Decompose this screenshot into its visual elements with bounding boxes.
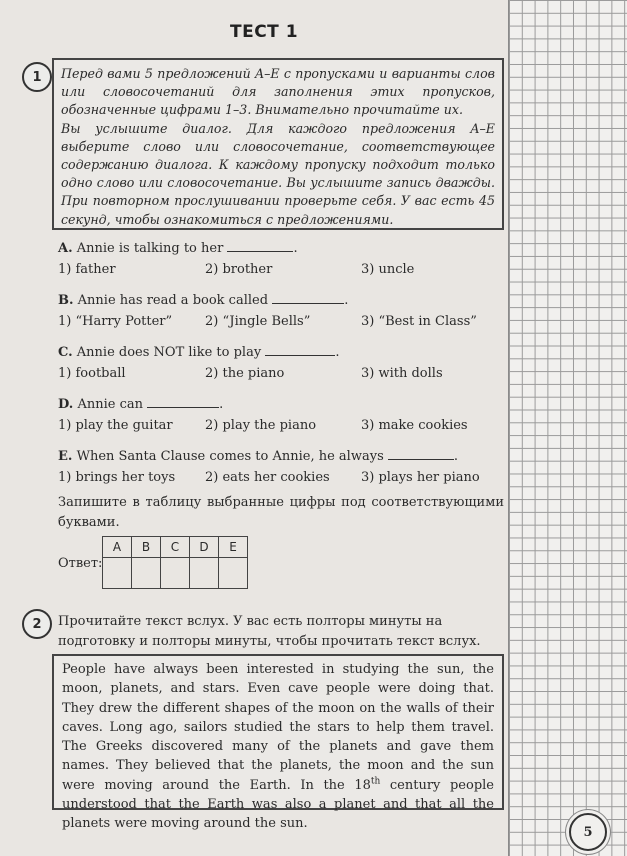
answer-cell-b[interactable] bbox=[132, 558, 161, 589]
page-number: 5 bbox=[569, 813, 607, 851]
reading-text-part2: century people understood that the Earth was also a planet and that all the planets were moving around the sun. bbox=[62, 777, 494, 832]
task1-number: 1 bbox=[22, 62, 52, 92]
question-letter: D. bbox=[58, 397, 74, 412]
question-b bbox=[58, 291, 348, 308]
option-c1: 1) football bbox=[58, 366, 126, 381]
option-a3: 3) uncle bbox=[361, 262, 415, 277]
task2-instruction: Прочитайте текст вслух. У вас есть полторы минуты на подготовку и полторы минуты, чтобы прочитать текст вслух. bbox=[58, 614, 481, 649]
option-b2: 2) “Jingle Bells” bbox=[205, 314, 311, 329]
option-a2: 2) brother bbox=[205, 262, 273, 277]
reading-text-box bbox=[52, 654, 504, 832]
question-letter: B. bbox=[58, 293, 74, 308]
option-b3: 3) “Best in Class” bbox=[361, 314, 477, 329]
page-title: ТЕСТ 1 bbox=[230, 22, 299, 42]
answer-table bbox=[102, 536, 248, 589]
option-e2: 2) eats her cookies bbox=[205, 470, 330, 485]
question-text: Annie has read a book called bbox=[77, 293, 269, 308]
task1-instruction-p1: Перед вами 5 предложений A–E с пропусками и варианты слов или словосочетаний для заполнения этих пропусков, обозначенные цифрами 1–3. Внимательно прочитайте их. bbox=[61, 66, 495, 118]
answer-cell-d[interactable] bbox=[190, 558, 219, 589]
option-a1: 1) father bbox=[58, 262, 116, 277]
question-text: Annie does NOT like to play bbox=[76, 345, 262, 360]
answer-blank[interactable] bbox=[147, 395, 219, 408]
question-text: When Santa Clause comes to Annie, he always bbox=[76, 449, 384, 464]
question-end: . bbox=[344, 293, 349, 308]
answer-header-d: D bbox=[190, 537, 219, 558]
answer-header-c: C bbox=[161, 537, 190, 558]
question-text: Annie is talking to her bbox=[76, 241, 224, 256]
answer-cell-c[interactable] bbox=[161, 558, 190, 589]
answer-blank[interactable] bbox=[388, 447, 454, 460]
question-end: . bbox=[293, 241, 298, 256]
answer-blank[interactable] bbox=[272, 291, 344, 304]
answer-header-b: B bbox=[132, 537, 161, 558]
answer-cell-a[interactable] bbox=[103, 558, 132, 589]
answer-header-a: A bbox=[103, 537, 132, 558]
question-end: . bbox=[335, 345, 340, 360]
question-c bbox=[58, 343, 339, 360]
option-e3: 3) plays her piano bbox=[361, 470, 480, 485]
answer-label: Ответ: bbox=[58, 556, 103, 571]
answer-header-e: E bbox=[219, 537, 248, 558]
question-letter: A. bbox=[58, 241, 73, 256]
reading-text-part1: People have always been interested in studying the sun, the moon, planets, and stars. Even cave people were doing that. They drew the different shapes of the moon on the walls of their caves. Long ago, sailors studied the stars to help them travel. The Greeks discovered many of the planets and gave them names. They believed that the planets, the moon and the sun were moving around the Earth. In the 18 bbox=[62, 662, 494, 793]
task1-instruction-box bbox=[52, 58, 504, 230]
question-letter: E. bbox=[58, 449, 73, 464]
table-instruction: Запишите в таблицу выбранные цифры под соответствующими буквами. bbox=[58, 495, 504, 530]
question-end: . bbox=[453, 449, 459, 464]
question-end: . bbox=[219, 397, 224, 412]
question-letter: C. bbox=[58, 345, 73, 360]
margin-grid bbox=[508, 0, 627, 856]
question-e bbox=[58, 447, 458, 464]
task1-instruction-p2: Вы услышите диалог. Для каждого предложения A–E выберите слово или словосочетание, соответствующее содержанию диалога. К каждому пропуску подходит только одно слово или словосочетание. Вы услышите запись дважды. При повторном прослушивании проверьте себя. У вас есть 45 секунд, чтобы ознакомиться с предложениями. bbox=[61, 120, 495, 227]
answer-blank[interactable] bbox=[227, 239, 293, 252]
question-d bbox=[58, 395, 223, 412]
option-c2: 2) the piano bbox=[205, 366, 285, 381]
option-c3: 3) with dolls bbox=[361, 366, 443, 381]
option-d2: 2) play the piano bbox=[205, 418, 317, 433]
option-e1: 1) brings her toys bbox=[58, 470, 176, 485]
answer-blank[interactable] bbox=[265, 343, 335, 356]
option-b1: 1) “Harry Potter” bbox=[58, 314, 173, 329]
question-a bbox=[58, 239, 298, 256]
reading-text-superscript: th bbox=[370, 776, 381, 787]
question-text: Annie can bbox=[77, 397, 144, 412]
answer-cell-e[interactable] bbox=[219, 558, 248, 589]
option-d3: 3) make cookies bbox=[361, 418, 468, 433]
task2-number: 2 bbox=[22, 609, 52, 639]
option-d1: 1) play the guitar bbox=[58, 418, 173, 433]
